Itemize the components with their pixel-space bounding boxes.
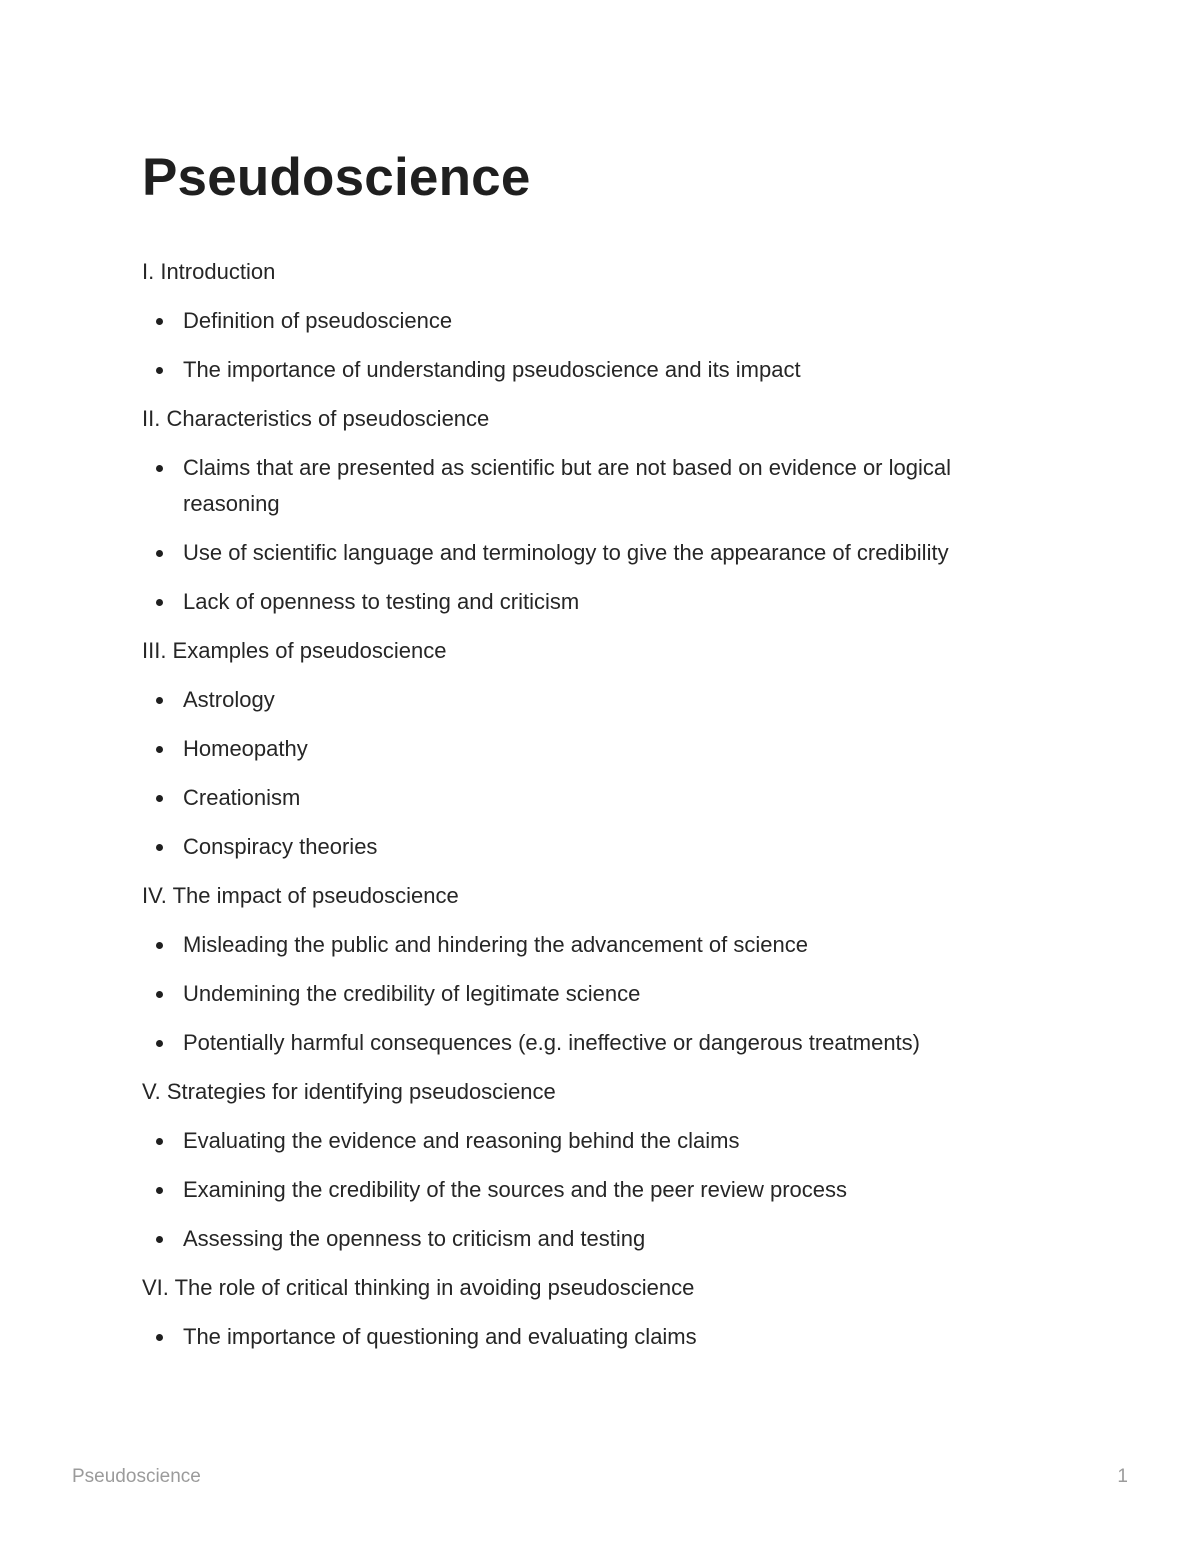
list-item	[142, 1319, 1023, 1355]
list-item-text: Examining the credibility of the sources and the peer review process	[183, 1177, 848, 1202]
bullet-icon	[156, 697, 163, 704]
bullet-icon	[156, 1334, 163, 1341]
bullet-icon	[156, 795, 163, 802]
list-item	[142, 1025, 1023, 1061]
list-item-text: Claims that are presented as scientific but are not based on evidence or logical reasoning	[183, 455, 951, 516]
list-item	[142, 303, 1023, 339]
list-item	[142, 829, 1023, 865]
list-item-text: Conspiracy theories	[183, 834, 378, 859]
list-item	[142, 976, 1023, 1012]
bullet-list-strategies	[142, 1123, 1042, 1257]
footer-document-title: Pseudoscience	[72, 1466, 201, 1487]
section-heading-introduction: I. Introduction	[142, 259, 276, 284]
list-item-text: The importance of understanding pseudoscience and its impact	[183, 357, 801, 382]
bullet-list-introduction	[142, 303, 1042, 388]
list-item-text: Creationism	[183, 785, 301, 810]
list-item-text: Potentially harmful consequences (e.g. ineffective or dangerous treatments)	[183, 1030, 920, 1055]
section-heading-examples: III. Examples of pseudoscience	[142, 638, 447, 663]
list-item	[142, 1172, 1023, 1208]
bullet-icon	[156, 1138, 163, 1145]
bullet-icon	[156, 550, 163, 557]
list-item	[142, 352, 1023, 388]
bullet-icon	[156, 599, 163, 606]
bullet-icon	[156, 1040, 163, 1047]
bullet-icon	[156, 318, 163, 325]
list-item-text: Lack of openness to testing and criticism	[183, 589, 580, 614]
list-item	[142, 1221, 1023, 1257]
bullet-icon	[156, 1187, 163, 1194]
list-item	[142, 682, 1023, 718]
document-outline	[142, 254, 1042, 1368]
list-item-text: Misleading the public and hindering the advancement of science	[183, 932, 808, 957]
list-item-text: Undemining the credibility of legitimate science	[183, 981, 641, 1006]
section-heading-characteristics: II. Characteristics of pseudoscience	[142, 406, 490, 431]
bullet-icon	[156, 367, 163, 374]
bullet-icon	[156, 942, 163, 949]
bullet-icon	[156, 465, 163, 472]
list-item	[142, 1123, 1023, 1159]
section-heading-strategies: V. Strategies for identifying pseudoscience	[142, 1079, 556, 1104]
list-item-text: Assessing the openness to criticism and testing	[183, 1226, 646, 1251]
list-item-text: Astrology	[183, 687, 275, 712]
section-heading-critical-thinking: VI. The role of critical thinking in avoiding pseudoscience	[142, 1275, 695, 1300]
page-title: Pseudoscience	[142, 148, 531, 207]
section-heading-impact: IV. The impact of pseudoscience	[142, 883, 459, 908]
bullet-icon	[156, 991, 163, 998]
list-item-text: Definition of pseudoscience	[183, 308, 453, 333]
bullet-icon	[156, 1236, 163, 1243]
list-item-text: Evaluating the evidence and reasoning behind the claims	[183, 1128, 740, 1153]
footer-page-number: 1	[1117, 1466, 1128, 1487]
bullet-icon	[156, 844, 163, 851]
bullet-list-impact	[142, 927, 1042, 1061]
list-item	[142, 584, 1023, 620]
bullet-list-critical-thinking	[142, 1319, 1042, 1355]
list-item	[142, 450, 1023, 522]
bullet-list-characteristics	[142, 450, 1042, 620]
bullet-icon	[156, 746, 163, 753]
list-item	[142, 780, 1023, 816]
list-item-text: The importance of questioning and evaluating claims	[183, 1324, 697, 1349]
list-item	[142, 535, 1023, 571]
list-item	[142, 927, 1023, 963]
bullet-list-examples	[142, 682, 1042, 865]
list-item	[142, 731, 1023, 767]
list-item-text: Use of scientific language and terminology to give the appearance of credibility	[183, 540, 949, 565]
list-item-text: Homeopathy	[183, 736, 308, 761]
